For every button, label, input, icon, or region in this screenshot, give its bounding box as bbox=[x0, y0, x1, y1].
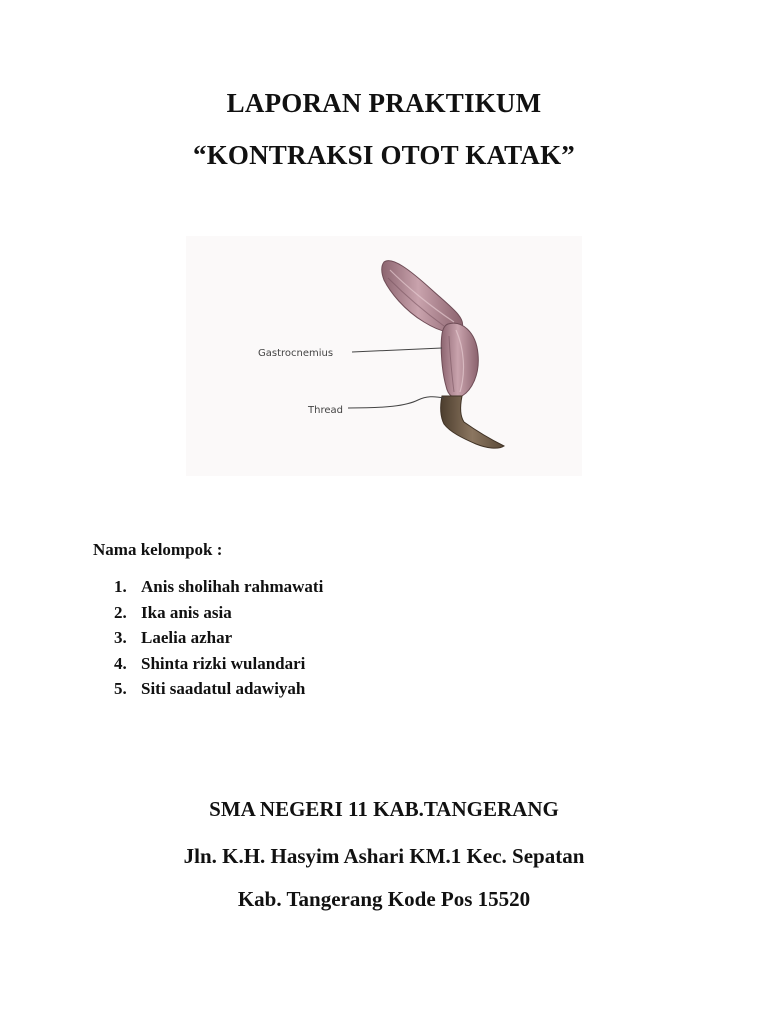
tendon-shape bbox=[441, 396, 504, 448]
thread-leader-line bbox=[348, 397, 444, 408]
school-city: Kab. Tangerang Kode Pos 15520 bbox=[237, 887, 531, 911]
list-item: 2. Ika anis asia bbox=[114, 602, 232, 622]
label-gastrocnemius: Gastrocnemius bbox=[258, 348, 334, 359]
gastrocnemius-leader-line bbox=[352, 348, 442, 352]
list-item: 5. Siti saadatul adawiyah bbox=[114, 679, 306, 699]
muscle-lower-shape bbox=[441, 323, 478, 397]
gastrocnemius-illustration bbox=[186, 236, 582, 476]
member-name: Shinta rizki wulandari bbox=[141, 653, 306, 673]
member-name: Siti saadatul adawiyah bbox=[141, 679, 306, 699]
list-item: 4. Shinta rizki wulandari bbox=[114, 653, 306, 673]
group-label: Nama kelompok : bbox=[93, 540, 223, 559]
list-item: 1. Anis sholihah rahmawati bbox=[114, 577, 324, 596]
report-title: LAPORAN PRAKTIKUM bbox=[226, 88, 542, 118]
member-name: Ika anis asia bbox=[141, 602, 232, 622]
list-item: 3. Laelia azhar bbox=[114, 628, 233, 648]
report-subtitle: “KONTRAKSI OTOT KATAK” bbox=[193, 140, 575, 170]
member-list bbox=[114, 574, 323, 702]
member-name: Anis sholihah rahmawati bbox=[141, 577, 324, 596]
school-address: Jln. K.H. Hasyim Ashari KM.1 Kec. Sepatan bbox=[183, 844, 585, 868]
gastrocnemius-figure bbox=[186, 236, 582, 476]
muscle-upper-shape bbox=[382, 261, 463, 333]
member-name: Laelia azhar bbox=[141, 628, 233, 648]
school-name: SMA NEGERI 11 KAB.TANGERANG bbox=[209, 797, 559, 821]
label-thread: Thread bbox=[308, 405, 343, 416]
